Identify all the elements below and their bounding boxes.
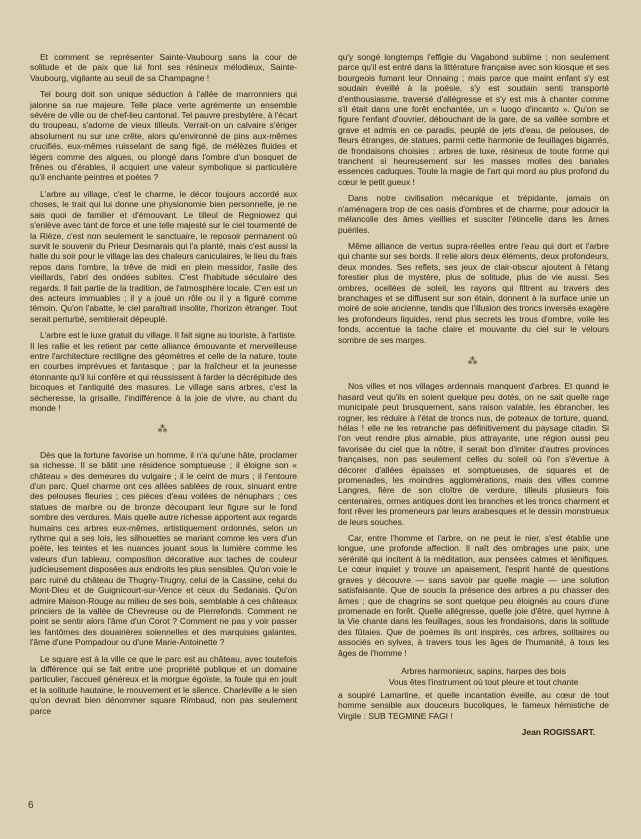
paragraph: L'arbre est le luxe gratuit du village. Il fait signe au touriste, à l'artiste. Il les rallie et les retient par cette alliance émouvante et merveilleuse entre l'architecture rectiligne des géomètres et celle de la nature, toute en courbes imprévues et fantasque ; par la fraîcheur et la jeunesse étonnante qu'il lui confère et qui réussissent à farder la décrépitude des bicoques et l'antiquité des masures. Le village sans arbres, c'est la sécheresse, la grisaille, l'indifférence à la joie de vivre, au chant du monde !: [30, 330, 297, 413]
verse-line: Vous êtes l'instrument où tout pleure et tout chante: [388, 676, 579, 687]
paragraph: a soupiré Lamartine, et quelle incantation éveille, au cœur de tout homme sensible aux douceurs bucoliques, le fameux hémistiche de Virgile : SUB TEGMINE FAGI !: [338, 689, 609, 721]
paragraph: L'arbre au village, c'est le charme, le décor toujours accordé aux choses, le trait qui lui donne une physionomie bien personnelle, je ne sais quoi de familier et d'émouvant. Le tilleul de Regniowez qui s'enlève avec tant de force et une telle majesté sur le ciel tourmenté de la Rièze, c'est non seulement le sanctuaire, le reposoir permanent où survit le souvenir du Prieur Desmarais qui l'a planté, mais c'est aussi la halte du soir pour le village las des chaleurs caniculaires, le lieu du frais repos dans l'ombre, la trêve de midi en plein messidor, l'asile des vieillards, l'abri des ondées subites. C'est l'habitude séculaire des regards. Il fait partie de la tradition, de l'atmosphère locale. C'en est un des acteurs immuables ; il y a joué un rôle ou il y a figuré comme témoin. Qu'on l'abatte, le ciel paraîtrait insolite, l'horizon étranger. Tout serait perturbé, semblerait dépeuplé.: [30, 188, 297, 324]
left-column: [30, 52, 297, 722]
paragraph: Car, entre l'homme et l'arbre, on ne peut le nier, s'est établie une longue, une profonde affection. Il naît des ombrages une paix, une sérénité qui incitent à la méditation, aux pensées calmes et lénifiques. Le cœur inquiet y trouve un apaisement, l'esprit hanté de questions graves y découvre — sans savoir par quelle magie — une solution satisfaisante. Que de soucis la présence des arbres a pu chasser des âmes ; que de chagrins se sont quelque peu éloignés au cours d'une promenade en forêt. Quelle allégresse, quelle joie d'être, quel hymne à la Vie chante dans les feuillages, sous les frondaisons, dans la solitude des fûtaies. Que de poèmes ils ont inspirés, ces arbres, solitaires ou associés en sylves, à travers tous les âges de l'humanité, à tous les âges de l'homme !: [338, 533, 609, 658]
paragraph: Dans notre civilisation mécanique et trépidante, jamais on n'aménagera trop de ces oasis d'ombres et de charme, pour adoucir la mélancolie des âmes vieillies et susciter l'étincelle dans les âmes puériles.: [338, 193, 609, 235]
author-signature: Jean ROGISSART.: [521, 727, 595, 738]
section-separator: ⁂: [467, 355, 480, 367]
paragraph: Dès que la fortune favorise un homme, il n'a qu'une hâte, proclamer sa richesse. Il se bâtit une résidence somptueuse ; il éloigne son « château » des demeures du vulgaire ; il le ceint de murs ; il l'entoure d'un parc. Quel charme ont ces allées sablées de roux, sinuant entre des pelouses fleuries ; ces pièces d'eau voilées de nénuphars ; ces statues de marbre ou de bronze découpant leur figure sur le fond sombre des verdures. Mais quelle autre richesse apportent aux regards humains ces arbres eux-mêmes, artistiquement ordonnés, selon un rythme qui a ses lois, les silhouettes se mariant comme les vers d'un poète, les teintes et les nuances jouant sous la lumière comme les valeurs d'un tableau, composition décorative aux taches de couleur judicieusement disposées aux endroits les plus sensibles. Qu'on voie le parc ruiné du château de Thugny-Trugny, celui de la Cassine, celui du Mont-Dieu et de Guignicourt-sur-Vence et ceux du Sedanais. Qu'on admire Maison-Rouge au milieu de ses bois, semblable à ces châteaux princiers de la vallée de Chevreuse ou de Pierrefonds. Comment ne point se sentir alors l'âme d'un Corot ? Comment ne pas y voir passer les fantômes des douairières solennelles et des marquises galantes, l'âme d'une Pompadour ou d'une Marie-Antoinette ?: [30, 449, 297, 648]
paragraph: Le square est à la ville ce que le parc est au château, avec toutefois la différence qui se fait entre une propriété publique et un domaine particulier, l'accueil généreux et la morgue égoïste, la foule qui en jouit et la solitude hautaine, le mouvement et le silence. Charleville a le sien qu'on devrait bien dénommer square Rimbaud, non pas seulement parce: [30, 653, 297, 716]
paragraph: Et comment se représenter Sainte-Vaubourg sans la cour de solitude et de paix que lui font ses résineux mélodieux, Sainte-Vaubourg, vigilante au seuil de sa Champagne !: [30, 52, 297, 83]
verse-quote: [338, 666, 609, 688]
right-column: [338, 52, 609, 738]
paragraph: qu'y songé longtemps l'effigie du Vagabond sublime ; non seulement parce qu'il est entré dans la littérature française avec son kiosque et ses bourgeois fumant leur Onnaing ; mais parce que maint enfant s'y est soudain éveillé à la poésie, s'y est soudain senti transporté d'enthousiasme, traversé d'allégresse et s'y est mis à chanter comme s'il était dans une forêt enchantée, un « luogo d'incanto ». Qu'on se figure l'enfant d'ouvrier, débouchant de la gare, de sa vallée sombre et grave et admis en ce paradis, peuplé de jets d'eau, de pelouses, de fleurs étranges, de statues, parmi cette harmonie de feuillages bigarrés, de frondaisons choisies : arbres de luxe, résineux de toute forme qui tranchent si heureusement sur les masses molles des banales essences caduques. Toute la magie de l'art qui mord au plus profond du cœur le petit gueux !: [338, 52, 609, 187]
paragraph: Même alliance de vertus supra-réelles entre l'eau qui dort et l'arbre qui chante sur ses bords. Il relie alors deux éléments, deux profondeurs, deux mondes. Ses reflets, ses jeux de clair-obscur ajoutent à l'étang forestier plus de mystère, plus de solitude, plus de vie aussi. Ses ombres, ocellées de soleil, les rayons qui filtrent au travers des branchages et se diffusent sur son étain, donnent à la surface unie un moiré de soie ancienne, tandis que l'illusion des troncs inversés exagère les profondeurs liquides, rend plus secrets les trous d'ombre, voile les fonds, accentue la tache claire et mouvante du ciel sur le velours sombre de ses marges.: [338, 240, 609, 345]
verse-line: Arbres harmonieux, sapins, harpes des bois: [401, 665, 566, 676]
page-number: 6: [28, 800, 34, 811]
paragraph: Tel bourg doit son unique séduction à l'allée de marronniers qui jalonne sa rue majeure. Telle place verte agrémente un ensemble sévère de ville ou de chef-lieu cantonal. Tel pauvre presbytère, à l'écart du troupeau, s'adorne de vieux tilleuls. Verrait-on un calvaire s'ériger absolument nu sur une crête, alors qu'environné de pins aux-mêmes crucifiés, eux-mêmes ruisselant de sang figé, de mélèzes fluides et légers comme des algues, ou plongé dans l'ombre d'un bosquet de frênes ou d'érables, il acquiert une valeur symbolique si particulière qu'il enchante peintres et poètes ?: [30, 89, 297, 183]
section-separator: ⁂: [157, 424, 170, 436]
paragraph: Nos villes et nos villages ardennais manquent d'arbres. Et quand le hasard veut qu'ils en soient quelque peu dotés, on ne sait quelle rage municipale peut brusquement, sans raison valable, les ébrancher, les rogner, les réduire à l'état de troncs nus, de poteaux de torture, quand, hélas ! elle ne les retranche pas définitivement du paysage citadin. Si l'on veut rendre plus aimable, plus attrayante, une région aussi peu favorisée du ciel que la nôtre, il serait bon d'imiter d'autres provinces françaises, non pas seulement celles du soleil où l'on s'évertue à décorer d'allées épaisses et somptueuses, de squares et de promenades, les moindres agglomérations, mais des villes comme Langres, fière de son cloître de verdure, tilleuls plusieurs fois centenaires, ormes antiques dont les branches et les troncs charment et font rêver les promeneurs par leurs arabesques et le dessin monstrueux de leurs souches.: [338, 381, 609, 527]
